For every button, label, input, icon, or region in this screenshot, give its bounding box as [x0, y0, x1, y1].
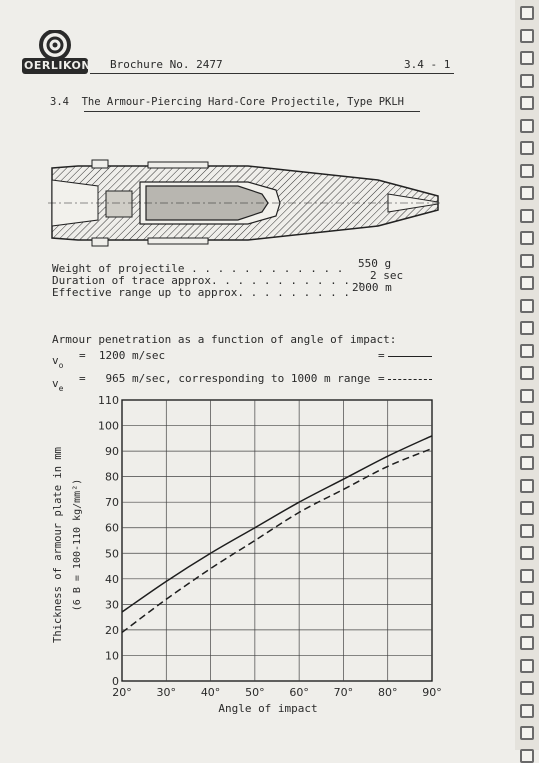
x-tick-labels: [112, 686, 442, 699]
y-tick-label: 20: [105, 623, 119, 637]
spec-dots: . . . . . . . . . . .: [217, 274, 364, 287]
v0-symbol: v: [52, 354, 59, 367]
spec-dots: . . . . . . . .: [244, 286, 351, 299]
x-tick-label: 60°: [289, 686, 309, 699]
plot-frame: [122, 400, 432, 681]
section-title: 3.4 The Armour-Piercing Hard-Core Projectile, Type PKLH: [50, 96, 405, 108]
x-tick-label: 30°: [156, 686, 177, 699]
y-tick-label: 80: [105, 470, 119, 484]
y-axis-label-2: (6 B = 100-110 kg/mm²): [72, 478, 83, 612]
ve-sub: e: [58, 384, 64, 393]
y-tick-label: 50: [105, 547, 119, 561]
spec-value: 550 g: [358, 257, 392, 270]
chart-series: [122, 436, 432, 633]
chart-grid: [122, 400, 432, 681]
ve-text: = 965 m/sec, corresponding to 1000 m range: [79, 372, 371, 385]
y-tick-label: 90: [105, 445, 119, 459]
brochure-number: Brochure No. 2477: [110, 58, 223, 71]
spec-label: Duration of trace approx.: [52, 274, 218, 287]
y-tick-label: 40: [105, 572, 119, 586]
x-tick-label: 70°: [333, 686, 354, 699]
v0-text: = 1200 m/sec: [79, 349, 166, 362]
ve-curve: [122, 449, 432, 633]
y-tick-label: 110: [98, 394, 119, 407]
y-tick-label: 70: [105, 496, 119, 510]
x-tick-label: 80°: [377, 686, 398, 699]
x-tick-label: 50°: [245, 686, 265, 699]
x-axis-label: Angle of impact: [218, 702, 318, 715]
v0-sub: o: [58, 361, 64, 370]
y-tick-label: 60: [105, 521, 119, 535]
spec-value: 2 sec: [370, 269, 404, 282]
x-tick-label: 40°: [200, 686, 221, 699]
x-tick-label: 20°: [112, 686, 132, 699]
spec-value: 2000 m: [352, 281, 392, 294]
v0-curve: [122, 436, 432, 612]
spec-dots: . . . . . . . . . . . .: [184, 262, 344, 275]
y-tick-label: 30: [105, 598, 119, 612]
y-tick-label: 0: [112, 675, 119, 688]
ve-symbol: v: [52, 377, 59, 390]
penetration-heading: Armour penetration as a function of angle of impact:: [52, 333, 397, 346]
logo-text: OERLIKON: [24, 59, 92, 72]
x-tick-label: 90°: [422, 686, 442, 699]
binding-ring: [520, 749, 534, 763]
page-number: 3.4 - 1: [404, 58, 451, 71]
y-tick-label: 100: [98, 419, 119, 433]
spec-label: Effective range up to approx.: [52, 286, 245, 299]
y-tick-label: 10: [105, 649, 119, 663]
spec-label: Weight of projectile: [52, 262, 185, 275]
ve-legend-eq: =: [378, 372, 385, 385]
y-tick-labels: [98, 394, 119, 688]
v0-legend-eq: =: [378, 349, 385, 362]
y-axis-label: Thickness of armour plate in mm: [52, 447, 64, 643]
